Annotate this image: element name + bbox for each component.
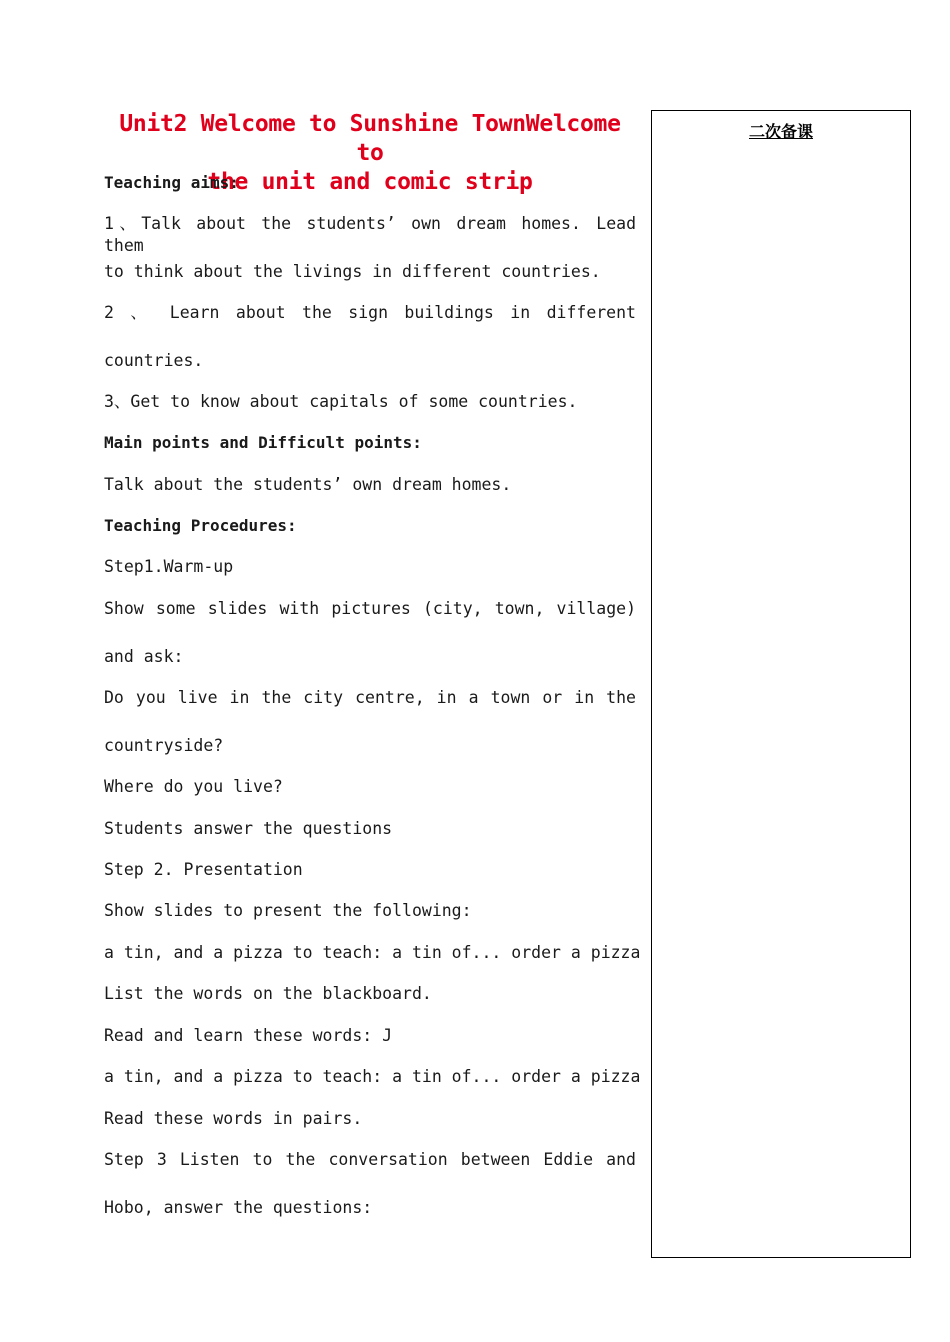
lesson-title-line-2: the unit and comic strip: [207, 169, 533, 195]
step-2-line-4: Read and learn these words: J: [104, 1026, 393, 1045]
step-1-line-2: and ask:: [104, 647, 184, 666]
step-2-line-2: a tin, and a pizza to teach: a tin of... order a pizza: [104, 943, 641, 962]
heading-teaching-aims: Teaching aims:: [104, 173, 239, 192]
lesson-title-line-1: Unit2 Welcome to Sunshine TownWelcome to: [119, 111, 621, 166]
step-3-line-2: Hobo, answer the questions:: [104, 1198, 373, 1217]
step-1-line-1: Show some slides with pictures (city, town, village): [104, 599, 636, 618]
step-2-line-5: a tin, and a pizza to teach: a tin of... order a pizza: [104, 1067, 641, 1086]
aim-3: 3、Get to know about capitals of some countries.: [104, 392, 578, 411]
aim-2-line-1: 2 、 Learn about the sign buildings in different: [104, 303, 636, 322]
step-1-question-2: Where do you live?: [104, 777, 283, 796]
secondary-prep-title: 二次备课: [748, 122, 813, 141]
step-1-question-1-line-1: Do you live in the city centre, in a town or in the: [104, 688, 636, 707]
step-2-line-1: Show slides to present the following:: [104, 901, 472, 920]
step-1-question-1-line-2: countryside?: [104, 736, 224, 755]
heading-teaching-procedures: Teaching Procedures:: [104, 516, 297, 535]
step-1-heading: Step1.Warm-up: [104, 557, 234, 576]
aim-2-line-2: countries.: [104, 351, 204, 370]
step-2-line-6: Read these words in pairs.: [104, 1109, 363, 1128]
heading-main-points: Main points and Difficult points:: [104, 433, 422, 452]
step-3-line-1: Step 3 Listen to the conversation between Eddie and: [104, 1150, 636, 1169]
step-2-line-3: List the words on the blackboard.: [104, 984, 432, 1003]
aim-1-line-2: to think about the livings in different countries.: [104, 262, 601, 281]
step-1-answer: Students answer the questions: [104, 819, 393, 838]
step-2-heading: Step 2. Presentation: [104, 860, 303, 879]
aim-1-line-1: 1、Talk about the students’ own dream homes. Lead them: [104, 214, 636, 255]
secondary-prep-box: [651, 110, 911, 1258]
main-point-text: Talk about the students’ own dream homes.: [104, 475, 512, 494]
